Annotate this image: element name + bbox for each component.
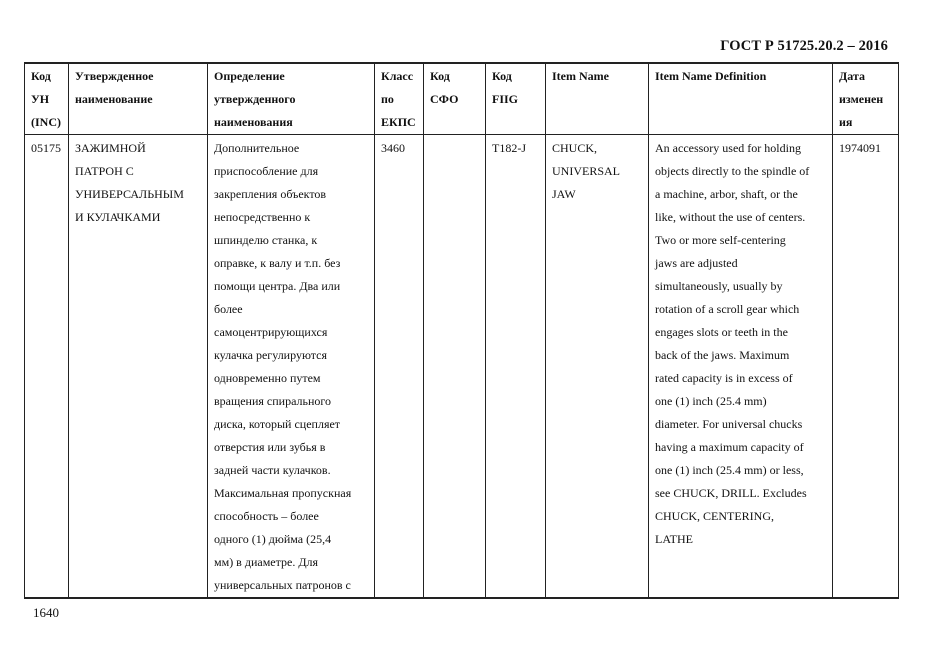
table-header-row [25,63,899,135]
cell-item-name-definition: An accessory used for holding objects directly to the spindle of a machine, arbor, shaft, or the like, without the use of centers. Two or more self-centering jaws are adjusted simultaneously, usually by rotation of a scroll gear which engages slots or teeth in the back of the jaws. Maximum rated capacity is in excess of one (1) inch (25.4 mm) diameter. For universal chucks having a maximum capacity of one (1) inch (25.4 mm) or less, see CHUCK, DRILL. Excludes CHUCK, CENTERING, LATHE [649,135,833,599]
cell-code-sfo [424,135,486,599]
column-header-code-fiig: Код FIIG [486,63,546,135]
column-header-code-inc: Код УН (INC) [25,63,69,135]
cell-approved-name: ЗАЖИМНОЙ ПАТРОН С УНИВЕРСАЛЬНЫМ И КУЛАЧКАМИ [69,135,208,599]
column-header-class-ekps: Класс по ЕКПС [375,63,424,135]
page-number: 1640 [33,605,59,620]
column-header-item-name: Item Name [546,63,649,135]
table-row [25,135,899,599]
column-header-item-name-definition: Item Name Definition [649,63,833,135]
column-header-code-sfo: Код СФО [424,63,486,135]
column-header-definition: Определение утвержденного наименования [208,63,375,135]
cell-class-ekps: 3460 [375,135,424,599]
cell-code-fiig: T182-J [486,135,546,599]
cell-definition-ru: Дополнительное приспособление для закрепления объектов непосредственно к шпинделю станка, к оправке, к валу и т.п. без помощи центра. Два или более самоцентрирующихся кулачка регулируются одновременно путем вращения спирального диска, который сцепляет отверстия или зубья в задней части кулачков. Максимальная пропускная способность – более одного (1) дюйма (25,4 мм) в диаметре. Для универсальных патронов с [208,135,375,599]
catalog-table [24,62,899,599]
cell-item-name: CHUCK, UNIVERSAL JAW [546,135,649,599]
document-header: ГОСТ Р 51725.20.2 – 2016 [720,38,888,54]
cell-code-inc: 05175 [25,135,69,599]
column-header-change-date: Дата изменен ия [833,63,899,135]
cell-change-date: 1974091 [833,135,899,599]
column-header-approved-name: Утвержденное наименование [69,63,208,135]
